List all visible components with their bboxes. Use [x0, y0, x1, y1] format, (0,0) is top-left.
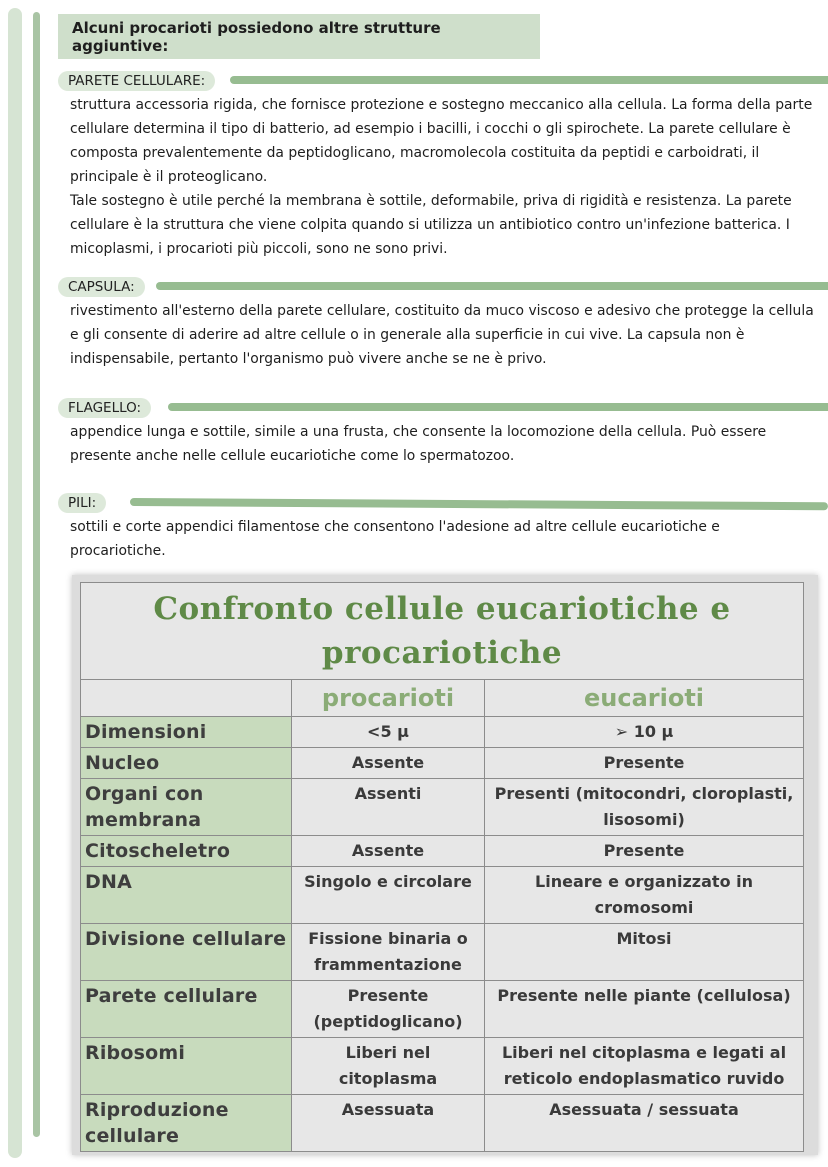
intro-heading — [58, 14, 540, 59]
row-label: Organi con membrana — [81, 779, 292, 836]
column-header-eucarioti: eucarioti — [485, 680, 804, 717]
section-pili — [58, 493, 828, 563]
cell-procarioti: Presente (peptidoglicano) — [292, 981, 485, 1038]
cell-eucarioti: ➢ 10 μ — [485, 717, 804, 748]
cell-eucarioti: Presenti (mitocondri, cloroplasti, lisosomi) — [485, 779, 804, 836]
cell-procarioti: Singolo e circolare — [292, 867, 485, 924]
table-row — [81, 924, 804, 981]
section-body — [70, 93, 828, 261]
table-row — [81, 867, 804, 924]
section-header — [58, 277, 828, 297]
row-label: Dimensioni — [81, 717, 292, 748]
cell-eucarioti: Presente nelle piante (cellulosa) — [485, 981, 804, 1038]
cell-procarioti: Assenti — [292, 779, 485, 836]
paragraph: sottili e corte appendici filamentose che consentono l'adesione ad altre cellule eucariotiche e procariotiche. — [70, 519, 720, 559]
paragraph: rivestimento all'esterno della parete cellulare, costituito da muco viscoso e adesivo che protegge la cellula e gli consente di aderire ad altre cellule o in generale alla superficie in cui vive. La capsula non è indispensabile, pertanto l'organismo può vivere anche se ne è privo. — [70, 303, 814, 367]
column-header-procarioti: procarioti — [292, 680, 485, 717]
cell-eucarioti: Mitosi — [485, 924, 804, 981]
section-title: CAPSULA: — [58, 277, 145, 297]
section-divider-line — [230, 76, 828, 84]
table-corner-cell — [81, 680, 292, 717]
table-row — [81, 981, 804, 1038]
section-divider-line — [156, 282, 828, 290]
section-capsula — [58, 277, 828, 371]
table-header-row — [81, 680, 804, 717]
cell-procarioti: Fissione binaria o frammentazione — [292, 924, 485, 981]
row-label: Ribosomi — [81, 1038, 292, 1095]
row-label: DNA — [81, 867, 292, 924]
row-label: Citoscheletro — [81, 836, 292, 867]
left-margin-bar-light — [8, 8, 22, 1158]
cell-eucarioti: Asessuata / sessuata — [485, 1095, 804, 1152]
section-header — [58, 71, 828, 91]
paragraph: Tale sostegno è utile perché la membrana è sottile, deformabile, priva di rigidità e resistenza. La parete cellulare è la struttura che viene colpita quando si utilizza un antibiotico contro un'infezione batterica. I micoplasmi, i procarioti più piccoli, sono ne sono privi. — [70, 193, 792, 257]
cell-procarioti: Asessuata — [292, 1095, 485, 1152]
paragraph: struttura accessoria rigida, che fornisce protezione e sostegno meccanico alla cellula. La forma della parte cellulare determina il tipo di batterio, ad esempio i bacilli, i cocchi o gli spirochete. La parete cellulare è composta prevalentemente da peptidoglicano, macromolecola costituita da peptidi e carboidrati, il principale è il proteoglicano. — [70, 97, 813, 185]
section-divider-line — [168, 403, 828, 411]
cell-procarioti: Assente — [292, 748, 485, 779]
intro-text: Alcuni procarioti possiedono altre strutture aggiuntive: — [72, 18, 441, 55]
section-title: PILI: — [58, 493, 106, 513]
table-title: Confronto cellule eucariotiche e procariotiche — [81, 583, 804, 680]
section-flagello — [58, 398, 828, 468]
section-title: PARETE CELLULARE: — [58, 71, 215, 91]
row-label: Nucleo — [81, 748, 292, 779]
section-header — [58, 398, 828, 418]
table-row — [81, 1038, 804, 1095]
row-label: Divisione cellulare — [81, 924, 292, 981]
left-margin-bar-dark — [33, 12, 40, 1137]
section-divider-line — [130, 498, 828, 510]
table-row — [81, 836, 804, 867]
cell-eucarioti: Lineare e organizzato in cromosomi — [485, 867, 804, 924]
row-label: Riproduzione cellulare — [81, 1095, 292, 1152]
cell-eucarioti: Liberi nel citoplasma e legati al reticolo endoplasmatico ruvido — [485, 1038, 804, 1095]
table-row — [81, 717, 804, 748]
section-body — [70, 299, 828, 371]
row-label: Parete cellulare — [81, 981, 292, 1038]
comparison-table — [80, 582, 804, 1152]
cell-eucarioti: Presente — [485, 748, 804, 779]
table-row — [81, 748, 804, 779]
cell-procarioti: Liberi nel citoplasma — [292, 1038, 485, 1095]
section-body — [70, 420, 828, 468]
cell-procarioti: <5 μ — [292, 717, 485, 748]
table-title-row — [81, 583, 804, 680]
section-parete-cellulare — [58, 71, 828, 261]
cell-procarioti: Assente — [292, 836, 485, 867]
table-row — [81, 779, 804, 836]
section-header — [58, 493, 828, 513]
section-body — [70, 515, 828, 563]
cell-eucarioti: Presente — [485, 836, 804, 867]
section-title: FLAGELLO: — [58, 398, 151, 418]
table-row — [81, 1095, 804, 1152]
paragraph: appendice lunga e sottile, simile a una frusta, che consente la locomozione della cellula. Può essere presente anche nelle cellule eucariotiche come lo spermatozoo. — [70, 424, 767, 464]
